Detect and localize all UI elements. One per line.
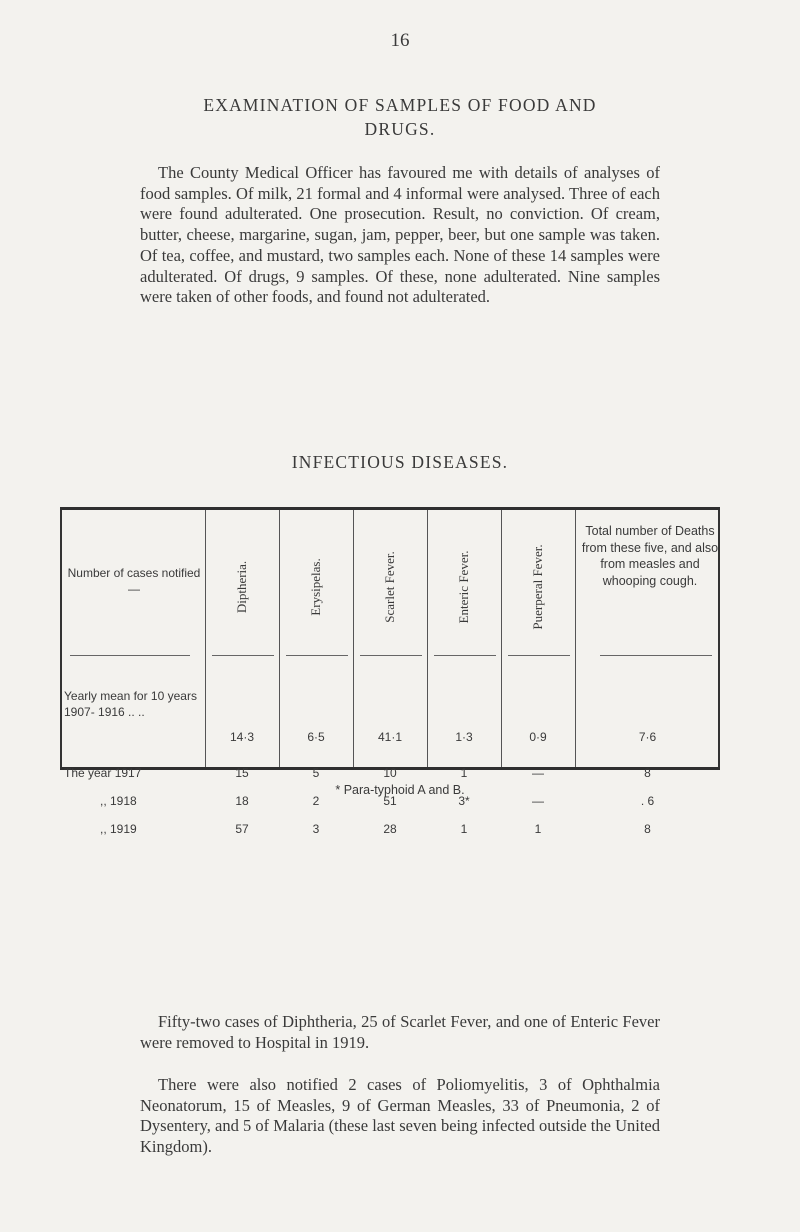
- column-header-enteric-fever: Enteric Fever.: [456, 550, 471, 624]
- table-cell: 1: [534, 822, 542, 836]
- other-notifications-paragraph: There were also notified 2 cases of Poliomyelitis, 3 of Ophthalmia Neonatorum, 15 of Measles, 9 of German Measles, 33 of Pneumonia, 2 of Dysentery, and 5 of Malaria (these last seven being infected outside the United Kingdom).: [140, 1075, 660, 1157]
- table-cell: 6·5: [307, 730, 325, 744]
- column-divider: [501, 510, 502, 767]
- table-cell: 10: [383, 766, 397, 780]
- column-header-total-deaths: Total number of Deaths from these five, and also from measles and whooping cough.: [581, 524, 719, 588]
- column-header-diphtheria: Diptheria.: [234, 560, 249, 614]
- column-divider: [353, 510, 354, 767]
- page-number: 16: [390, 30, 410, 51]
- table-cell: 7·6: [638, 730, 657, 744]
- food-heading-line-1: EXAMINATION OF SAMPLES OF FOOD AND: [203, 95, 597, 115]
- row-header: Number of cases notified—: [67, 566, 201, 596]
- column-divider: [575, 510, 576, 767]
- table-cell: 3: [312, 822, 320, 836]
- table-cell: 8: [644, 766, 651, 780]
- table-cell: 18: [235, 794, 249, 808]
- table-cell: 0·9: [529, 730, 547, 744]
- table-cell: 57: [235, 822, 249, 836]
- column-divider: [279, 510, 280, 767]
- table-cell: 51: [383, 794, 397, 808]
- row-label-yearly-mean: Yearly mean for 10 years 1907- 1916 .. ..: [64, 689, 197, 719]
- column-divider: [205, 510, 206, 767]
- header-underline: [70, 655, 190, 656]
- table-cell: —: [532, 794, 544, 808]
- food-samples-heading: [0, 93, 800, 141]
- hospital-removals-paragraph: Fifty-two cases of Diphtheria, 25 of Scarlet Fever, and one of Enteric Fever were removed to Hospital in 1919.: [140, 1012, 660, 1052]
- table-cell: 41·1: [377, 730, 403, 744]
- table-top-rule: [60, 507, 720, 510]
- table-cell: 8: [644, 822, 651, 836]
- header-underline: [600, 655, 712, 656]
- row-label-1919: ,, 1919: [100, 822, 137, 836]
- table-cell: 28: [383, 822, 397, 836]
- table-cell: 1·3: [455, 730, 473, 744]
- table-cell: 1: [460, 822, 468, 836]
- row-label-1917: The year 1917: [64, 766, 142, 780]
- column-header-puerperal-fever: Puerperal Fever.: [530, 544, 545, 630]
- food-samples-paragraph: The County Medical Officer has favoured me with details of analyses of food samples. Of milk, 21 formal and 4 informal were analysed. Three of each were found adulterated. One prosecution. Result, no conviction. Of cream, butter, cheese, margarine, sugan, jam, pepper, beer, but one sample was taken. Of tea, coffee, and mustard, two samples each. None of these 14 samples were adulterated. Of drugs, 9 samples. Of these, none adulterated. Nine samples were taken of other foods, and found not adulterated.: [140, 163, 660, 307]
- infectious-diseases-heading: INFECTIOUS DISEASES.: [291, 452, 509, 472]
- table-footnote: * Para-typhoid A and B.: [335, 783, 465, 797]
- column-header-erysipelas: Erysipelas.: [308, 558, 323, 616]
- table-cell: . 6: [640, 794, 655, 808]
- table-left-border: [60, 510, 62, 767]
- table-cell: 15: [235, 766, 249, 780]
- table-cell: 1: [460, 766, 468, 780]
- table-cell: 3*: [458, 794, 470, 808]
- food-heading-line-2: DRUGS.: [364, 119, 436, 139]
- column-header-scarlet-fever: Scarlet Fever.: [382, 551, 397, 623]
- table-cell: 5: [312, 766, 320, 780]
- table-cell: 2: [312, 794, 320, 808]
- table-cell: —: [532, 766, 544, 780]
- column-divider: [427, 510, 428, 767]
- row-label-1918: ,, 1918: [100, 794, 137, 808]
- table-cell: 14·3: [229, 730, 255, 744]
